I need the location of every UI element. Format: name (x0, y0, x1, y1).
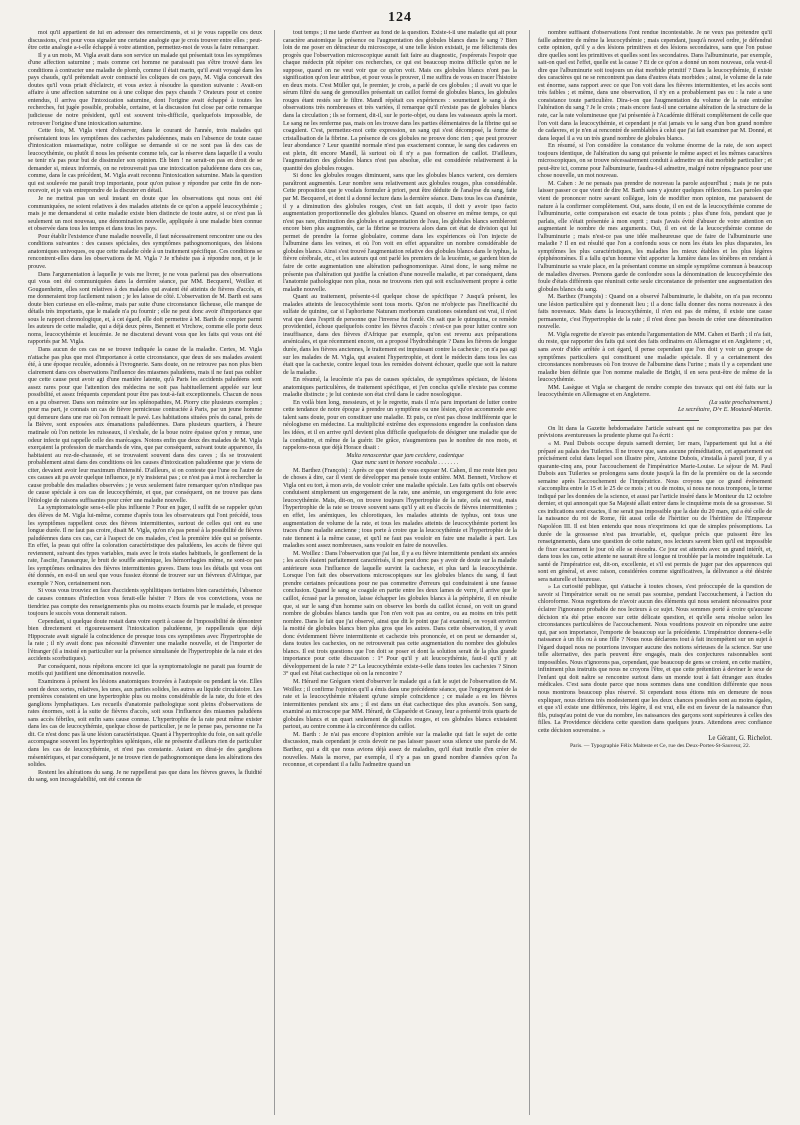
paragraph: moi qu'il appartient de lui en adresser des remerciments, et si je vous rappelle ces deux discussions, c'est pour vous signaler une certaine analogie que je crois trouver entre elles ; peut-être cette analogie a-t-elle échappé à votre attention, permettez-moi de vous la faire remarquer. (28, 30, 262, 52)
paragraph: M. Woillez : Dans l'observation que j'ai lue, il y a eu fièvre intermittente pendant six années ; les accès étaient parfaitement caractérisés, il ne peut donc pas y avoir de doute sur la maladie antérieure sous l'influence de laquelle survint la cachexie, et plus tard la leucocythémie. Lorsque l'on fait des observations microscopiques sur les globules blancs du sang, il faut prendre certaines précautions pour ne pas commettre d'erreurs qui conduiraient à une fausse conclusion. Quand le sang se coagule en partie entre les deux lames de verre, il arrive que le caillot, écrasé par la pression, laisse échapper les globules blancs à la périphérie, il en résulte que, si sur le sang d'un homme sain on observe les bords du caillot écrasé, on voit un grand nombre de globules blancs tandis que l'on n'en voit pas au centre, ou au moins en très petit nombre. Dans le fait que j'ai observé, ainsi que dit le point que j'ai examiné, on voyait environ la moitié de globules blancs bien plus gros que les autres. Dans cette observation, il y avait donc évidemment fièvre intermittente et cachexie très prononcée, et on peut se demander si, dans toutes les cachexies, on ne retrouverait pas cette augmentation du nombre des globules blancs. Il est trois questions que l'on doit se poser et dont la solution serait de la plus grande importance pour cette discussion : 1° Pour qu'il y ait leucocythémie, faut-il qu'il y ait développement de la rate ? 2° La leucocythémie existe-t-elle dans toutes les cachexies ? Sinon 3° quel est l'état cachectique où on la rencontre ? (283, 550, 517, 678)
text-columns (28, 30, 772, 1115)
paragraph: M. Barth : Je n'ai pas encore d'opinion arrêtée sur la maladie qui fait le sujet de cette discussion, mais cependant je crois devoir ne pas laisser passer sous silence une parole de M. Barthez, qui a dit que nous avions déjà assez de maladies, qu'il était inutile d'en créer de nouvelles. Mais la morve, par exemple, il n'y a pas un grand nombre d'années qu'on l'a reconnue, et cependant il a fallu l'admettre quand un (283, 731, 517, 769)
paragraph: Dans l'argumentation à laquelle je vais me livrer, je ne vous parlerai pas des observations qui vous ont été communiquées dans la dernière séance, par MM. Becquerel, Woillez et Gouguenheim, elles sont relatives à des malades qui avaient été atteints de fièvres d'accès, et me donneraient trop facilement raison ; je les laisse de côté. L'observation de M. Barth est sans doute bien curieuse en elle-même, mais par suite d'une circonstance fâcheuse, elle manque de détails très importants, que le malade n'a pu fournir ; elle ne peut donc avoir d'importance que sous le rapport chronologique, et, à cet égard, elle doit permettre à M. Barth de compter parmi les auteurs de cette maladie, qui a déjà deux pères, Bennett et Virchow, comme elle porte deux noms, leucocythémie et leucémie. Je ne discuterai devant vous que les faits qui vous ont été rapportés par M. Vigla. (28, 271, 262, 346)
paragraph: MM. Lasègue et Vigla se chargent de rendre compte des travaux qui ont été faits sur la leucocythémie en Allemagne et en Angleterre. (538, 384, 772, 399)
column-right (529, 30, 772, 1115)
section-divider (611, 420, 700, 421)
paragraph: M. Hérard me Gréguen vient d'observer le malade qui a fait le sujet de l'observation de M. Woillez ; il confirme l'opinion qu'il a émis dans une précédente séance, que l'engorgement de la rate et la leucocythémie n'étaient qu'une simple coïncidence ; ce malade a eu les fièvres intermittentes pendant six ans ; il est dans un état cachectique des plus avancés. Son sang, examiné au microscope par MM. Hérard, de Claparède et Grassy, leur a présenté trois quarts de globules blancs et un quart seulement de globules rouges, et ces globules blancs existaient partout, au centre comme à la circonférence du caillot. (283, 679, 517, 731)
paragraph: M. Vigla regrette de n'avoir pas entendu l'argumentation de MM. Cahen et Barth ; il n'a fait, du reste, que rapporter des faits qui sont des faits ordinaires en Allemagne et en Angleterre ; et, sans avoir d'idée arrêtée à cet égard, il pense cependant que l'on doit y voir un groupe de symptômes particuliers qui constituent une maladie spéciale. Il y a certainement des circonstances nombreuses où l'on trouve de l'albumine dans l'urine ; mais il y a cependant une maladie bien définie que l'on nomme maladie de Bright, il en sera peut-être de même de la leucocythémie. (538, 331, 772, 384)
paragraph: En voilà bien long, messieurs, et je le regrette, mais il m'a paru important de lutter contre cette tendance de notre époque à prendre un symptôme ou une lésion, qu'on accommode avec talent sans doute, pour en constituer une maladie. Et puis, ce n'est pas chose indifférente que le néologisme en médecine. La multiplicité extrême des expressions engendre la confusion dans les idées, et il en arrive qu'il devient plus difficile quelquefois de désigner une maladie que de la combattre, et même de la guérir. De grâce, n'augmentons pas le nombre de nos mots, et rappelons-nous que déjà Horace disait : (283, 399, 517, 452)
paragraph: Cette fois, M. Vigla vient d'observer, dans le courant de l'année, trois malades qui présentaient tous les symptômes des cachexies paludéennes, mais en l'absence de toute cause d'intoxication miasmatique, notre collègue se demande si ce ne sont pas là des cas de leucocythémie, ou plutôt il nous les présente comme tels, car la réserve dans laquelle il a voulu se tenir n'a pas pour but de dissimuler son opinion. Eh bien ! ne serait-on pas en droit de se demander si, mieux informés, on ne retrouverait pas une intoxication paludéenne dans ces cas, comme, dans le cas précédent, M. Vigla avait reconnu l'intoxication saturnine. Mais la question qui est soulevée me paraît trop importante, pour qu'on puisse y répondre par cette fin de non-recevoir, et je vais entreprendre de la discuter en détail. (28, 128, 262, 195)
paragraph: M. Cahen : Je ne pensais pas prendre de nouveau la parole aujourd'hui ; mais je ne puis laisser passer ce que vient de dire M. Barth sans y ajouter quelques réflexions. Les paroles que vient de prononcer notre savant collègue, loin de modifier mon opinion, me paraissent de nature à la confirmer complètement. Oui, sans doute, il en est de la leucocythémie comme de l'albuminurie, cette comparaison est exacte de tous points ; plus d'une fois, pendant que je parlais, elle s'était présentée à mon esprit ; mais j'avais évité d'abuser de votre attention en augmentant le nombre de mes arguments. Oui, il en est de la leucocythémie comme de l'albuminurie ; mais n'est-ce pas une idée malheureuse que de faire de l'albuminurie une maladie ? Il en est résulté que l'on a confondu sous ce nom les états les plus disparates, les symptômes les plus caractéristiques, les maladies les mieux établies et les plus légères épiphénomènes. Il a fallu qu'un homme vînt apporter la lumière dans les ténèbres en rendant à l'albuminurie sa vraie place, en la présentant comme un simple symptôme commun à beaucoup de maladies diverses. Prenons garde de confondre sous la dénomination de leucocythémie des foule d'états différents que réunirait cette seule circonstance de présenter une augmentation des globules blancs du sang. (538, 180, 772, 293)
paragraph: La symptomatologie sera-t-elle plus influente ? Pour en juger, il suffit de se rappeler qu'un des élèves de M. Vigla lui-même, comme d'après tous les observateurs qui l'ont précédé, tous les symptômes rappellent ceux des fièvres intermittentes, surtout de celles qui ont eu une longue durée. Il ne faut pas croire, disait M. Vigla, qu'on n'a pas pensé à la possibilité de fièvres paludéennes dans ces cas, car à l'aspect de ces malades, c'est la première idée qui se présente. En effet, la peau qui offre la coloration caractéristique des paludéens, les accès de fièvre qui reviennent, suivant des types variables, mais avec le trois stades habituels, le gonflement de la rate, l'ascite, l'anasarque, le bruit de souffle anémique, les hémorrhagies même, ne sont-ce pas les symptômes ordinaires des fièvres intermittentes graves. Dans tous les détails qui vous ont été donnés, en est-il un seul que vous fussiez étonné de trouver sur un fiévreux d'Afrique, par exemple ? Non, certainement non. (28, 505, 262, 587)
paragraph: M. Barthez (François) : Quand on a observé l'albuminurie, le diabète, on n'a pas reconnu une lésion particulière qui y donnerait lieu ; il a donc fallu donner des noms nouveaux à des faits nouveaux. Mais dans la leucocythémie, il n'en est pas de même, il existe une cause permanente, c'est l'hypertrophie de la rate ; il n'est donc pas besoin de créer une dénomination nouvelle. (538, 294, 772, 331)
column-middle (274, 30, 517, 1115)
manager-signature: Le Gérant, G. Richelot. (708, 735, 772, 743)
paragraph: Il y a un mois, M. Vigla avait dans son service un malade qui présentait tous les symptômes d'une affection saturnine ; mais comme cet homme ne paraissait pas s'être trouvé dans les conditions à contracter une maladie de plomb, comme il était marin, qu'il avait voyagé dans les pays chauds, qu'il prétendait avoir contracté les coliques de ces pays, M. Vigla concevait des doutes qu'il vous priait d'éclaircir, et vous aviez à résoudre la question suivante : Avait-on affaire à une affection saturnine ou à une colique des pays chauds ? Orateurs pour et contre entendus, il arriva que l'intoxication saturnine, dont l'origine avait échappé à toutes les recherches, fut jugée possible, probable, certaine, et la discussion fut close par cette remarque judicieuse de notre président, qu'il est souvent très-difficile, quelquefois impossible, de retrouver l'origine d'une intoxication saturnine. (28, 52, 262, 127)
column-left (28, 30, 262, 1115)
verse-line: Multa renascentur quæ jam cecidere, cadentque (346, 452, 464, 459)
paragraph: Par conséquent, nous répétons encore ici que la symptomatologie ne parait pas fournir de motifs qui justifient une dénomination nouvelle. (28, 663, 262, 678)
paragraph: On lit dans la Gazette hebdomadaire l'article suivant qui ne compromettra pas par des prévisions aventureuses la prudente plume qui l'a écrit : (538, 425, 772, 440)
paragraph: Quant au traitement, présente-t-il quelque chose de spécifique ? Jusqu'à présent, les malades atteints de leucocythémie sont tous morts. Qu'on ne m'objecte pas l'inefficacité du sulfate de quinine, car si l'aphorisme Naturam morborum curationes ostendunt est vrai, il n'est vrai que dans l'esprit de personne que l'inverse fut fondé. On sait que le quinquina, ce remède providentiel, échoue quelquefois contre les fièvres d'accès : n'est-ce pas pour lutter contre son insuffisance, dans des fièvres d'Afrique par exemple, qu'on est revenu aux préparations arsénicales, et que récemment encore, on a proposé l'hydrothérapie ? Dans les fièvres de longue durée, dans les fièvres anciennes, le traitement est impuissant contre la cachexie ; on n'a pas agi sur les malades de M. Vigla, qui avaient l'hypertrophie, et dont le médecin dans tous les cas était que la cachexie, contre lequel tous les remèdes doivent échouer, quelle que soit la nature de la maladie. (283, 294, 517, 376)
continuation-note: (La suite prochainement.) (709, 399, 772, 406)
paragraph: Si donc les globules rouges diminuent, sans que les globules blancs varient, ces derniers paraîtront augmentés. Leur nombre sera relativement aux globules rouges, plus considérable. Cette proposition que je voulais formuler à priori, peut être déduite de l'analyse du sang, faite par M. Becquerel, et dont il a donné lecture dans la dernière séance. Dans tous les cas d'anémie, il y a diminution des globules rouges, c'est un fait acquis, il doit y avoir ipso facto augmentation proportionnelle des globules blancs. Quand on observe en même temps, ce qui n'est pas rare, diminution des globules et augmentation de l'eau, les globules blancs sembleront encore bien plus augmentés, car la fibrine se trouvera alors dans cet état de division qui lui permet de prendre la forme globulaire, comme dans les expériences où l'on injecte de l'albumine dans les veines, et où l'on voit en effet apparaître un nombre considérable de globules blancs. Ainsi s'est trouvé l'augmentation relative des globules blancs dans le typhus, la fièvre cérébrale, etc., et les auteurs qui ont parlé les premiers de la leucémie, se gardent bien de faire de cette augmentation une altération pathognomonique. Ainsi donc, le sang même ne présente pas d'altération qui justifie la création d'une nouvelle maladie, et par conséquent, dans l'anatomie pathologique non plus, nous ne trouvons rien qui soit exclusivement propre à cette maladie nouvelle. (283, 173, 517, 293)
paragraph: Cependant, si quelque doute restait dans votre esprit à cause de l'impossibilité de démontrer bien directement et rigoureusement l'intoxication paludéenne, je rappellerais que déjà Hippocrate avait signalé la coïncidence de presque tous ces symptômes avec l'hypertrophie de la rate ; il n'y avait donc pas nécessité d'inventer une maladie nouvelle, et de l'importer de l'étranger (il a insisté en particulier sur la présence simultanée de l'hypertrophie de la rate et des accidents scorbutiques). (28, 618, 262, 663)
paragraph: En résumé, la leucémie n'a pas de causes spéciales, de symptômes spéciaux, de lésions anatomiques particulières, de traitement spécifique, et j'en conclus qu'elle n'existe pas comme maladie distincte ; je lui conteste son état civil dans le cadre nosologique. (283, 377, 517, 399)
paragraph: Si vous vous trouviez en face d'accidents syphilitiques tertiaires bien caractérisés, l'absence de causes connues d'infection vous ferait-elle hésiter ? Hors de vos convictions, vous ne tiendriez pas compte des renseignements plus ou moins exacts fournis par le malade, et presque toujours le succès vous donnerait raison. (28, 588, 262, 618)
paragraph: » La curiosité publique, qui s'attache à toutes choses, s'est préoccupée de la question de savoir si l'impératrice serait ou ne serait pas soumise, pendant l'accouchement, à l'action du chloroforme. Nous regrettons de n'avoir aucun des éléments qui nous seraient nécessaires pour éclairer l'ignorance probable de nos lecteurs à ce sujet. Nous sommes porté à croire qu'aucune décision n'a été prise encore sur cette délicate question, et qu'elle sera résolue selon les circonstances particulières de l'accouchement. Nous voudrions pouvoir en répondre une autre qui, par son importance, l'emporte de beaucoup sur la précédente. L'impératrice donnera-t-elle naissance à un fils ou à une fille ? Nous nous déclarons tout à fait incompétent sur un sujet à l'égard duquel nous ne pourrions invoquer aucune des notions sérieuses de la science. Sur une telle alternative, des paris peuvent être engagés, mais des conjectures raisonnables sont impossibles. Nous n'ignorons pas, cependant, que beaucoup de gens se croient, en cette matière, infiniment plus instruits que nous ne croyons l'être, et que cette prétention à deviner le sexe de l'enfant qui doit naître se rencontre surtout dans un monde tout à fait étranger aux études médicales. C'est sans doute parce que nous sommes dans une condition différente que nous nous montrons beaucoup plus réservé. Si cependant nous étions mis en demeure de nous expliquer, nous dirions très modestement que les deux chances possibles sont au moins égales, et que s'il existe une différence, très légère, il est vrai, elle est en faveur de la naissance d'un fils, puisqu'au point de vue du nombre, les naissances des garçons sont supérieures à celles des filles. La Providence décidera cette question dans quelques jours. Attendons avec confiance cette décision souveraine. » (538, 584, 772, 734)
paragraph: En résumé, si l'on considère la constance du volume énorme de la rate, de son aspect toujours identique, de l'altération du sang qui présente le même aspect et les mêmes caractères microscopiques, on se trouve nécessairement conduit à admettre un état morbide particulier ; et peut-être ici, comme pour l'albuminurie, faudra-t-il admettre, malgré notre répugnance pour une chose nouvelle, un mot nouveau. (538, 143, 772, 180)
printer-imprint: Paris. — Typographie Félix Malteste et Ce, rue des Deux-Portes-St-Sauveur, 22. (569, 742, 751, 749)
paragraph: « M. Paul Dubois occupe depuis samedi dernier, 1er mars, l'appartement qui lui a été préparé au palais des Tuileries. Il ne trouve que, sans aucune préméditation, cet appartement est précisément celui dans lequel son illustre père, Antoine Dubois, s'installa à pareil jour, il y a quarante-cinq ans, pour l'accouchement de l'impératrice Marie-Louise. Le séjour de M. Paul Dubois aux Tuileries se prolongera sans doute jusqu'à la fin de la première ou de la seconde semaine après l'accouchement de l'impératrice. Nous croyons que ce grand événement s'accomplira entre le 15 et le 25 de ce mois ; et ou de moins, si nous ne nous trompons, le terme indiqué par les données de la science, et aussi par l'article inséré dans le Moniteur du 12 octobre dernier, et qui annonçait que Sa Majesté allait entrer dans le cinquième mois de sa grossesse. Si ces indications sont exactes, il ne serait pas impossible que la date du 20 mars, qui a été celle de la naissance du roi de Rome, fût aussi celle de l'héritier ou de l'héritière de l'Empereur Napoléon III. Il est bien entendu que nous n'exprimons ici que de simples présomptions. La durée de la grossesse n'est pas invariable, et, quelque précis que puissent être les renseignements, dans une question de cette nature, nos lecteurs savent bien qu'il est impossible de fixer exactement le jour où elle se résoudra. Ce jour est attendu avec un grand intérêt, et, dans tous les cas, cette attente ne saurait être si longue ni troublée par la moindre inquiétude. La santé de l'impératrice est, dit-on, excellente, et s'il est permis de juger par des apparences qui sont en général, et avec raison, considérées comme significatives, la délivrance a été désirée sera naturelle et heureuse. (538, 440, 772, 583)
secretary-signature: Le secrétaire, D^r E. Moutard-Martin. (677, 407, 772, 414)
paragraph: Examinons à présent les lésions anatomiques trouvées à l'autopsie ou pendant la vie. Elles sont de deux sortes, relatives, les unes, aux parties solides, les autres au liquide circulatoire. Les premières consistent en une hypertrophie plus ou moins considérable de la rate, du foie et des ganglions lymphatiques. Les recueils d'anatomie pathologique sont pleins d'observations de rates énormes, soit à la suite de fièvres d'accès, soit sous l'influence des miasmes paludéens sans accès fébriles, soit enfin sans cause connue. L'hypertrophie de la rate peut même exister dans les cas de leucocythémie, quelque chose de particulier, je ne le pense pas, personne ne l'a dit. Ce n'est donc pas là une lésion caractéristique. Quant à l'hypertrophie du foie, on sait qu'elle accompagne souvent les hypertrophies spléniques, elle ne présente d'ailleurs rien de particulier dans les cas de leucocythémie, et n'est pas constante. Autant en dirai-je des ganglions mésentériques, et par conséquent, je ne trouve rien de pathognomonique dans les altérations des solides. (28, 679, 262, 769)
paragraph: Je ne mettrai pas un seul instant en doute que les observations qui nous ont été communiquées, ne soient relatives à des malades atteints de ce qu'on a appelé leucocythémie ; mais je me demanderai si cette maladie existe bien distincte de toute autre, si ce n'est pas là seulement un mot nouveau, une dénomination nouvelle, appliquée à une maladie bien connue et observée dans tous les temps et dans tous les pays. (28, 196, 262, 233)
paragraph: Restent les altérations du sang. Je ne rappellerai pas que dans les fièvres graves, la fluidité du sang, son incoagulabilité, ont été connus de (28, 769, 262, 784)
paragraph: Pour établir l'existence d'une maladie nouvelle, il faut nécessairement rencontrer une ou des conditions suivantes : des causes spéciales, des symptômes pathognomoniques, des lésions anatomiques univoques, ou que cette maladie cède à un traitement spécifique. Ces conditions se rencontrent-elles dans les observations de M. Vigla ? Je n'hésite pas à répondre non, et je le prouve. (28, 233, 262, 270)
page-number: 124 (388, 10, 412, 25)
paragraph: Dans aucun de ces cas ne se trouve indiquée la cause de la maladie. Certes, M. Vigla n'attache pas plus que moi d'importance à cette circonstance, que deux de ses malades avaient été, à une époque reculée, adonnés à l'ivrognerie. Sans doute, on ne retrouve pas non plus bien clairement dans ces observations l'influence des miasmes paludéens, mais il ne faut pas oublier que cette cause peut avoir agi d'une manière latente, qu'à Paris les accidents paludéens sont assez rares pour que l'attention des médecins ne soit pas habituellement appelée sur leur possibilité, et assez fréquents cependant pour être pas tout-à-fait exceptionnels. Chacun de nous en a pu observer. Dans son mémoire sur les splénopathies, M. Piorry cite plusieurs exemples ; pour ma part, je connais un cas de fièvre pernicieuse contractée à Paris, par un jeune homme qui demeure dans une rue où l'on remuait le pavé. Les habitations situées près du canal, près de la Bièvre, sont exposées aux émanations paludéennes. Dans plusieurs quartiers, à l'heure matinale où l'on nettoie les ruisseaux, il s'exhale, de la boue noire épaisse qu'on y remue, une odeur infecte qui rappelle celle des marécages. Notons enfin que deux des malades de M. Vigla exerçaient la profession de marchands de vins, que par conséquent, suivant toute apparence, ils habitaient au rez-de-chaussée, et se trouvaient souvent dans des caves ; ils se trouvaient probablement ainsi dans des conditions où les causes d'intoxication paludéenne que je viens de citer, devaient avoir leur maximum d'intensité. D'ailleurs, si on conteste que l'une ou l'autre de ces causes ait pu avoir quelque influence, je n'y insisterai pas ; ce n'est pas à moi à rechercher la cause probable des maladies observées ; je veux seulement faire remarquer qu'on n'indique pas de cause spéciale à ces cas de leucocythémie, et que, par conséquent, on ne trouve pas dans l'étiologie de raisons suffisantes pour créer une maladie nouvelle. (28, 346, 262, 504)
paragraph: tout temps ; il me tarde d'arriver au fond de la question. Existe-t-il une maladie qui ait pour caractère anatomique la présence ou l'augmentation des globules blancs dans le sang ? Bien loin de me poser en détracteur du microscope, si une telle lésion existait, je me féliciterais des progrès que l'observation microscopique aurait fait faire au diagnostic, j'espérerais l'espoir que chaque médecin pût répéter ces recherches, ce qui est beaucoup moins difficile qu'on ne le suppose, quand on ne veut voir que ce qu'on voit. Mais ces globules blancs n'ont pas la signification qu'on leur attribue, et pour vous le prouver, il me suffira de vous en tracer l'histoire en deux mots. C'est Müller qui, le premier, je crois, a parlé de ces globules ; il avait vu que le sérum filtré du sang de grenouilles présentait un caillot formé de globules blancs, les globules rouges étant restés sur le filtre. Mandl répétait ces expériences : soumettant le sang à des observations très nombreuses et très variées, il remarque qu'il n'existe pas de globules blancs dans la circulation ; ils se forment, dit-il, sur le porte-objet, ou dans les vaisseaux après la mort. Le sang ne les renferme pas, mais on les trouve dans les parties élémentaires de la fibrine qui se coagulent. C'est, permettez-moi cette expression, un sang qui s'est décomposé, la forme de cristallisation de la fibrine. La présence de ces globules ne prouve donc rien ; que peut prouver leur abondance ? Leur quantité normale n'est pas exactement connue, le sang des cadavres en est plein, dit encore Mandl, là surtout où il n'y a pas formation de caillot. D'ailleurs, l'augmentation des globules blancs n'est pas absolue, elle est considérée relativement à la quantité des globules rouges. (283, 30, 517, 172)
verse-line: Quæ nunc sunt in honore vocabula . . . . . . . (351, 460, 459, 467)
paragraph: M. Barthez (François) : Après ce que vient de vous exposer M. Cahen, il me reste bien peu de choses à dire, car il vient de développer ma pensée toute entière. MM. Bennett, Virchow et Vigla ont eu tort, à mon avis, de vouloir créer une maladie spéciale. Les faits qu'ils ont observés conduisent simplement un engorgement de la rate, une anémie, un engorgement du foie avec leucocythémie. Mais, dit-on, on trouve toujours l'hypertrophie de la rate, cela est vrai, mais l'hypertrophie de la rate se trouve souvent sans qu'il y ait eu d'accès de fièvres intermittentes ; en effet, les anémiques, les chlorotiques, les malades atteints de typhus, ont tous une augmentation de volume de la rate, et tous les malades atteints de leucocythémie portent les traces d'une maladie ancienne ; tous porte à croire que la leucocythémie et l'hypertrophie de la rate tiennent à la même cause, et qu'il ne faut pas vouloir en faire une maladie à part. Les maladies sont assez nombreuses, sans vouloir en faire de nouvelles. (283, 467, 517, 550)
paragraph: nombre suffisant d'observations l'ont rendue incontestable. Je ne veux pas prétendre qu'il faille admettre de même la leucocythémie ; mais cependant, jusqu'à nouvel ordre, je défendrai cette opinion, qu'il y a des lésions primitives et des lésions secondaires, sans que l'on puisse dire quelles sont les primitives et quelles sont les secondaires. Dans l'albuminurie, par exemple, sait-on quel est l'effet, quelle est la cause ? Et de ce qu'on a donné un nom nouveau, cela veut-il dire que l'albuminurie soit toujours un état morbide primitif ? Dans la leucocythémie, il existe des caractères qui ne se rencontrent pas dans d'autres états morbides ; ainsi, le volume de la rate est énorme, sans rapport avec ce que l'on voit dans les fièvres intermittentes, et les accès sont très faibles ; et même, dans une observation, il n'y en a probablement pas eu : la rate a une consistance toute particulière. Dira-t-on que l'augmentation du volume de la rate entraîne l'altération du sang ? Je le crois ; mais encore faut-il une certaine altération de la structure de la rate, car la rate volumineuse que j'ai présentée à l'Académie différait complètement de celle que l'on voit dans la leucocythémie, et cependant je n'ai jamais vu le sang d'un bon grand nombre de cadavres, et je n'en ai rencontré de semblables à celui que j'ai fait examiner par M. Donné, et dans lequel il a vu un très grand nombre de globules blancs. (538, 30, 772, 142)
